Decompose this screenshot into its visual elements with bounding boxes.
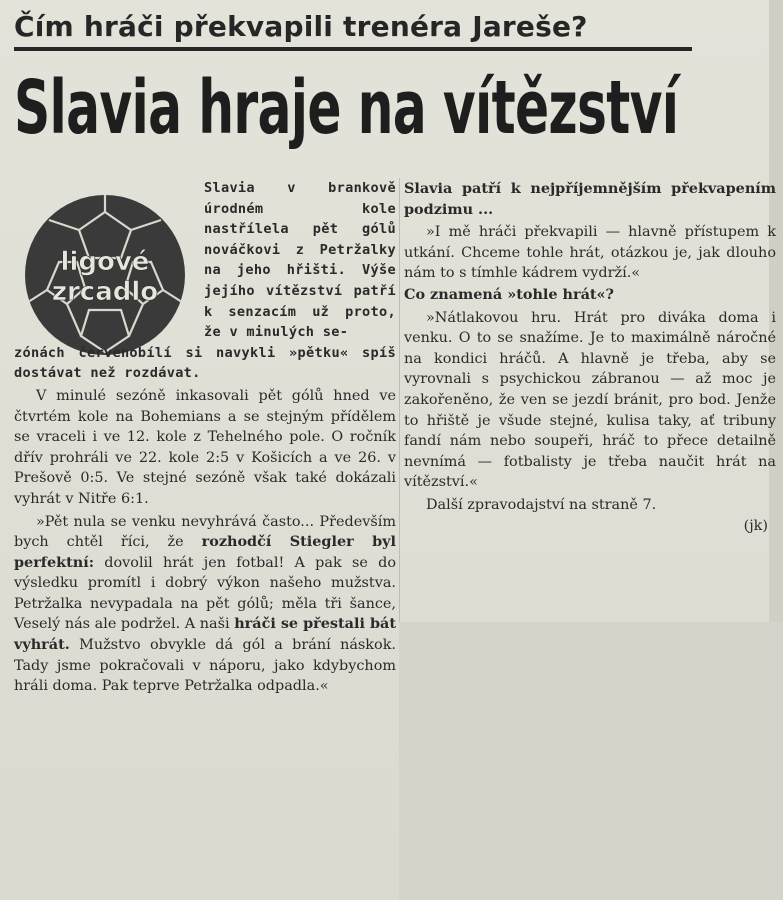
lead-paragraph-full: zónách červenobílí si navykli »pětku« spíš dostávat než rozdávat. xyxy=(14,344,396,382)
interview-question: Co znamená »tohle hrát«? xyxy=(404,285,614,303)
quote-text: dovolil hrát jen fotbal! A pak se do výsledku promítl i dobrý výkon našeho mužstva. Petržalka nevypadala na pět gólů; měla tři šance, Veselý nás ale podržel. A naši xyxy=(14,554,396,633)
interview-answer: »I mě hráči překvapili — hlavně přístupem k utkání. Chceme tohle hrát, otázkou je, jak dlouho nám to s tímhle kádrem vydrží.« xyxy=(404,224,776,282)
body-paragraph: V minulé sezóně inkasovali pět gólů hned ve čtvrtém kole na Bohemians a se stejným přídělem se vraceli i ve 12. kole z Tehelného pole. O ročník dřív prohráli ve 22. kole 2:5 v Košicích a ve 26. v Prešově 0:5. Ve stejné sezóně však také dokázali vyhrát v Nitře 6:1. xyxy=(14,387,396,507)
main-headline: Slavia hraje na vítězství xyxy=(14,65,679,151)
logo-line2: zrcadlo xyxy=(51,277,159,307)
quote-bold: hráči se přestali bát vyhrát. xyxy=(14,615,396,654)
more-news-note: Další zpravodajství na straně 7. xyxy=(426,496,657,513)
author-signature: (jk) xyxy=(743,517,768,534)
kicker-headline: Čím hráči překvapili trenéra Jareše? xyxy=(14,10,588,43)
quote-paragraph xyxy=(14,512,396,697)
right-column xyxy=(404,178,776,536)
interview-answer: »Nátlakovou hru. Hrát pro diváka doma i venku. O to se snažíme. Je to maximálně náročné na kondici hráčů. A hlavně je třeba, aby se vyrovnali s psychickou zábranou — až moc je zakořeněno, že ven se jezdí bránit, pro bod. Jenže to hřiště je všude stejné, kulisa taky, ať tribuny fandí nám nebo soupeři, hráč to přece detailně nevnímá — fotbalisty je třeba naučit hrát na vítězství.« xyxy=(404,309,776,491)
blank-area xyxy=(399,622,783,900)
kicker-rule xyxy=(14,47,692,51)
interview-question: Slavia patří k nejpříjemnějším překvapením podzimu ... xyxy=(404,180,776,218)
logo-line1: ligové xyxy=(60,247,150,277)
left-column xyxy=(14,178,396,697)
quote-text: »Pět nula se venku nevyhrává často... Především bych chtěl říci, že xyxy=(14,513,396,551)
quote-text: Mužstvo obvykle dá gól a brání náskok. Tady jsme pokračovali v náporu, jako kdybychom hráli doma. Pak teprve Petržalka odpadla.« xyxy=(14,637,396,695)
quote-bold: rozhodčí Stiegler byl perfektní: xyxy=(14,533,396,571)
lead-paragraph-indented: Slavia v brankově úrodném kole nastřílela pět gólů nováčkovi z Petržalky na jeho hřišti. Výše jejího vítězství patří k senzacím už proto, že v minulých se- xyxy=(204,180,396,341)
